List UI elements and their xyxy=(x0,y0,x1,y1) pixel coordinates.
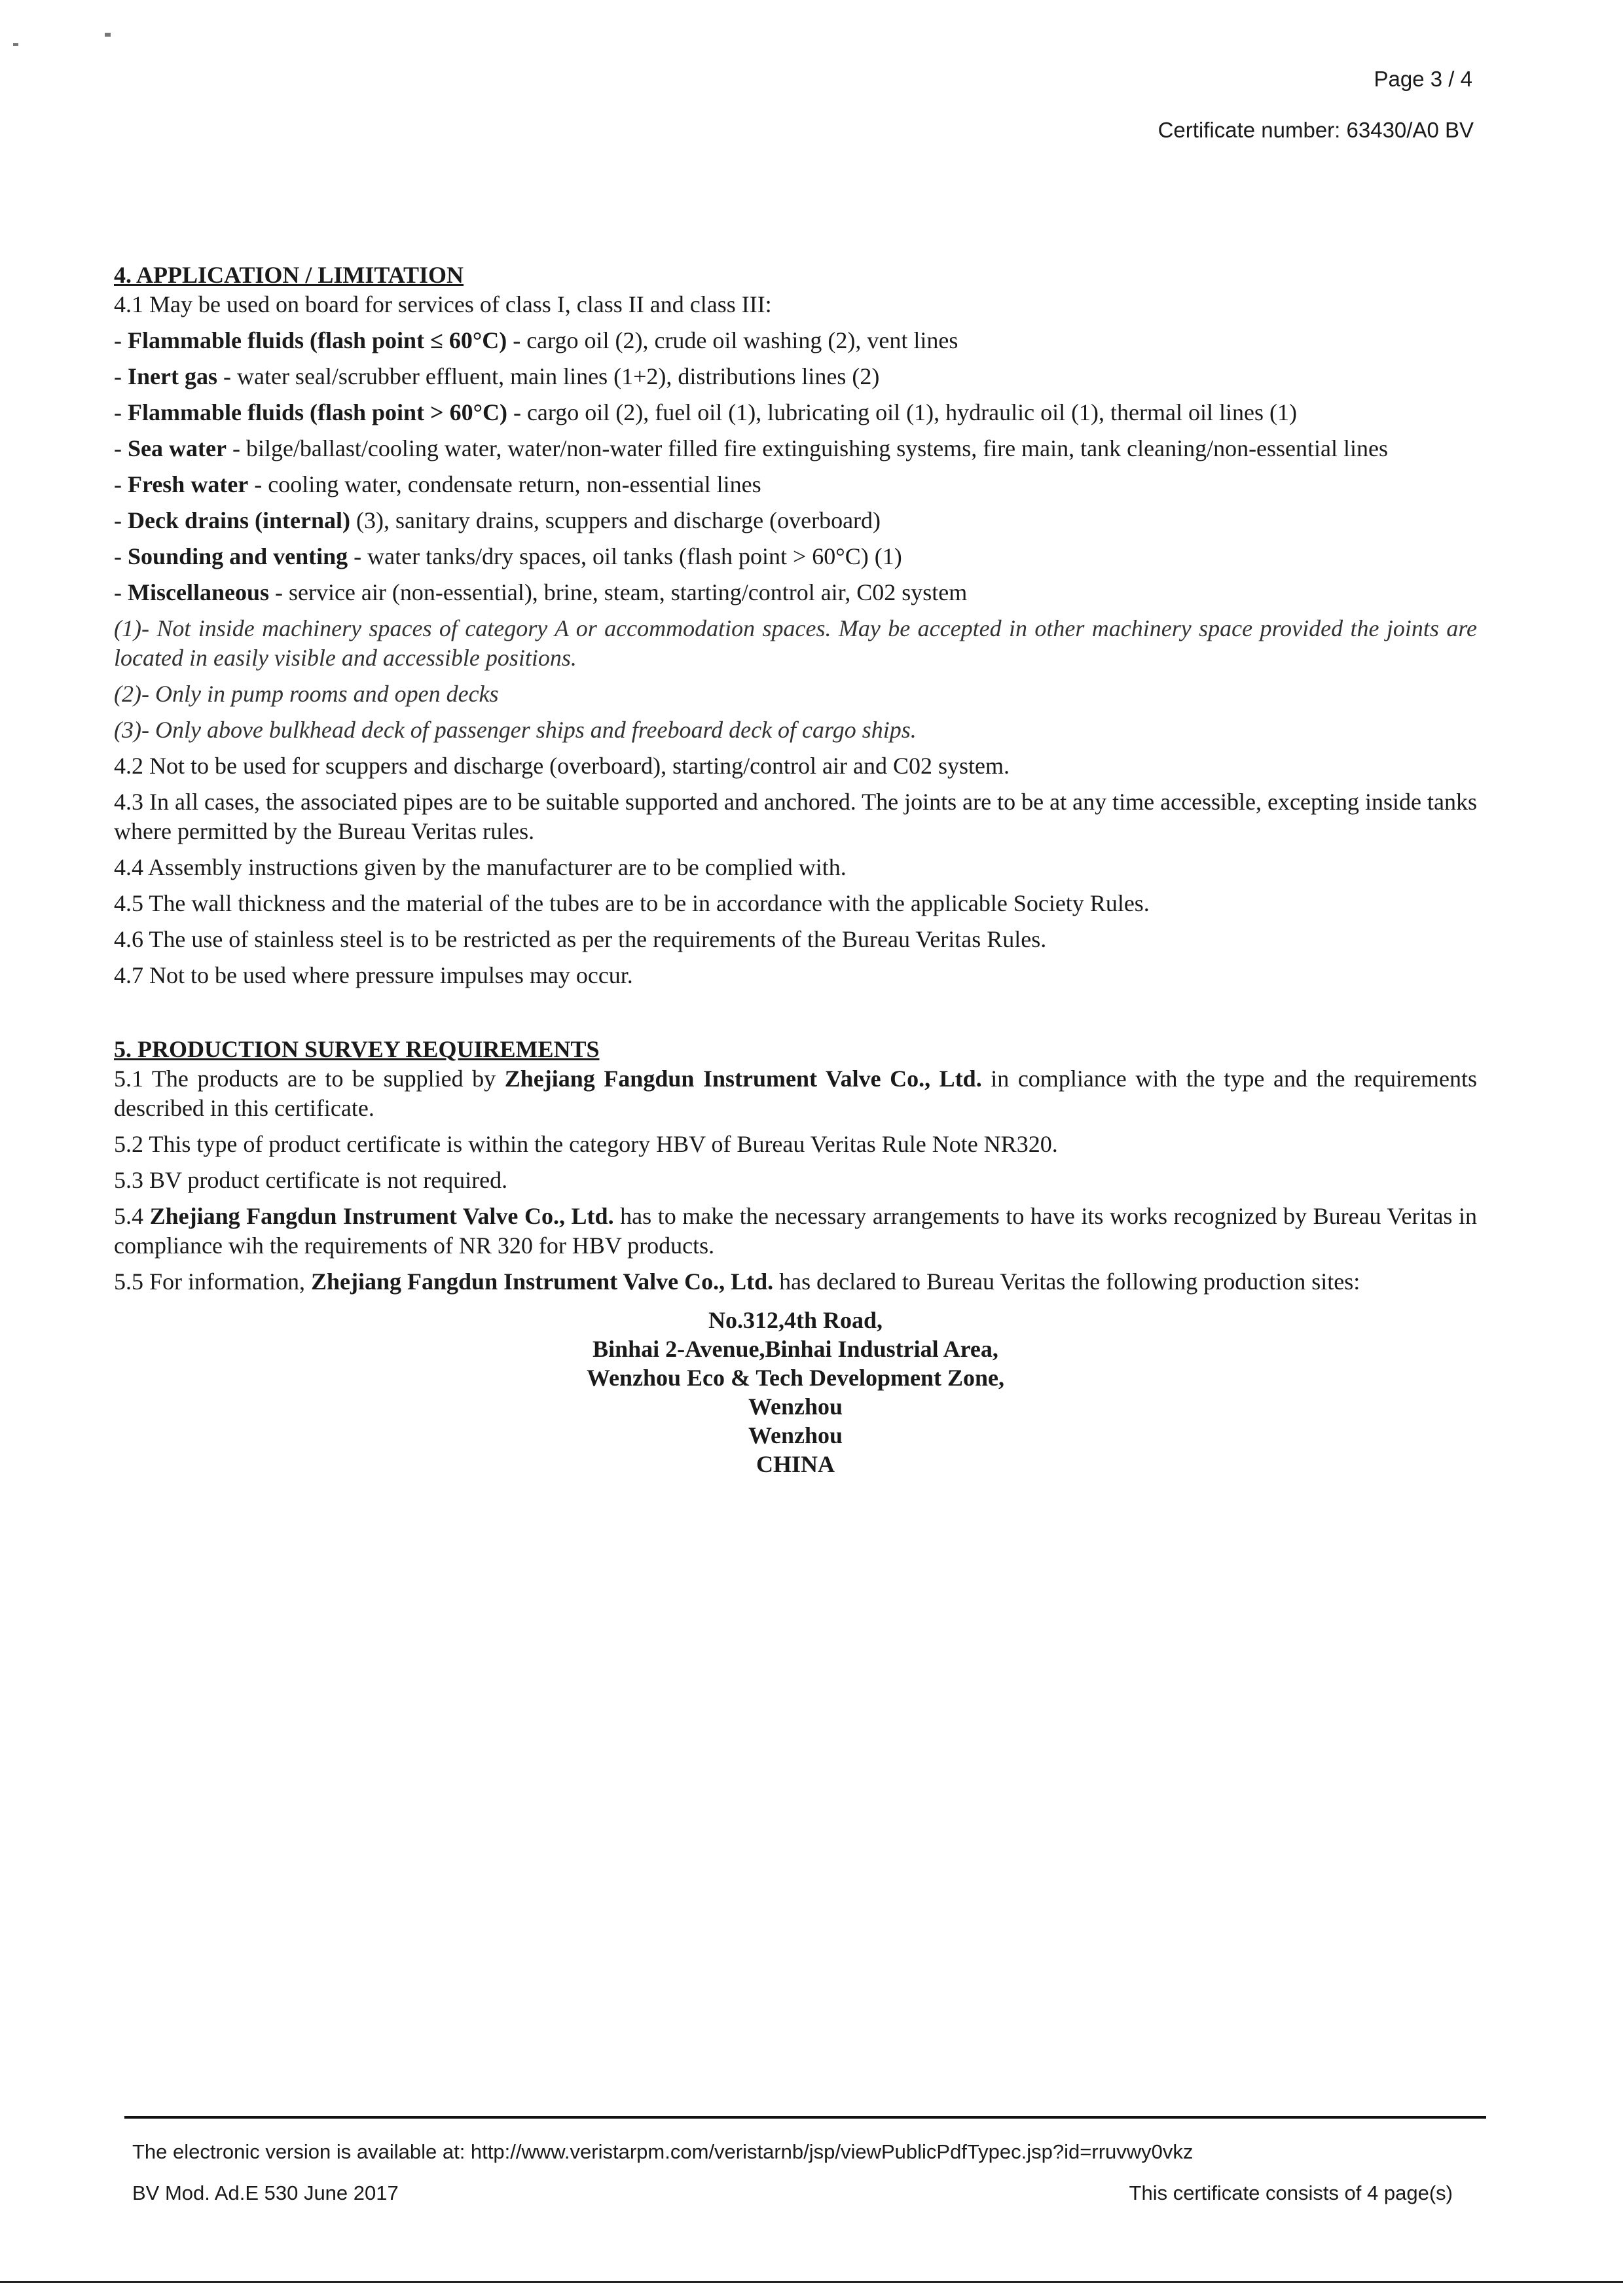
paragraph-4-6: 4.6 The use of stainless steel is to be restricted as per the requirements of the Bureau Veritas Rules. xyxy=(114,926,1047,952)
scan-bottom-edge xyxy=(0,2281,1623,2283)
list-item: - Miscellaneous - service air (non-essential), brine, steam, starting/control air, C02 system xyxy=(114,579,968,605)
electronic-version-link[interactable]: The electronic version is available at: http://www.veristarpm.com/veristarnb/jsp/viewPublicPdfTypec.jsp?id=rruvwy0vkz xyxy=(132,2140,1194,2163)
section-4-heading: 4. APPLICATION / LIMITATION xyxy=(114,262,464,288)
paragraph-5-3: 5.3 BV product certificate is not required. xyxy=(114,1167,508,1193)
paragraph-5-2: 5.2 This type of product certificate is within the category HBV of Bureau Veritas Rule Note NR320. xyxy=(114,1131,1058,1157)
note-1: (1)- Not inside machinery spaces of category A or accommodation spaces. May be accepted in other machinery space provided the joints are located in easily visible and accessible positions. xyxy=(114,615,1477,671)
certificate-body xyxy=(114,260,1477,1479)
address-line: No.312,4th Road, xyxy=(708,1307,883,1333)
scan-speck xyxy=(105,33,111,37)
paragraph-4-5: 4.5 The wall thickness and the material of the tubes are to be in accordance with the applicable Society Rules. xyxy=(114,890,1150,916)
list-item: - Sounding and venting - water tanks/dry spaces, oil tanks (flash point > 60°C) (1) xyxy=(114,543,902,569)
paragraph-4-7: 4.7 Not to be used where pressure impulses may occur. xyxy=(114,962,633,988)
paragraph-5-4: 5.4 Zhejiang Fangdun Instrument Valve Co., Ltd. has to make the necessary arrangements to have its works recognized by Bureau Veritas in compliance wih the requirements of NR 320 for HBV products. xyxy=(114,1203,1478,1259)
address-line: Binhai 2-Avenue,Binhai Industrial Area, xyxy=(593,1336,998,1362)
address-line: Wenzhou Eco & Tech Development Zone, xyxy=(586,1365,1004,1391)
address-line: Wenzhou xyxy=(748,1393,843,1420)
list-item: - Flammable fluids (flash point ≤ 60°C) - cargo oil (2), crude oil washing (2), vent lines xyxy=(114,327,958,353)
certificate-number: Certificate number: 63430/A0 BV xyxy=(1158,118,1474,142)
paragraph-4-4: 4.4 Assembly instructions given by the manufacturer are to be complied with. xyxy=(114,854,847,880)
list-item: - Inert gas - water seal/scrubber effluent, main lines (1+2), distributions lines (2) xyxy=(114,363,880,389)
service-list xyxy=(114,326,1477,607)
page-number: Page 3 / 4 xyxy=(1374,67,1472,91)
form-reference: BV Mod. Ad.E 530 June 2017 xyxy=(132,2181,399,2204)
paragraph-4-1: 4.1 May be used on board for services of class I, class II and class III: xyxy=(114,291,772,317)
list-item: - Fresh water - cooling water, condensate return, non-essential lines xyxy=(114,471,761,497)
list-item: - Flammable fluids (flash point > 60°C) - cargo oil (2), fuel oil (1), lubricating oil (1), hydraulic oil (1), thermal oil lines (1) xyxy=(114,399,1297,425)
section-5-heading: 5. PRODUCTION SURVEY REQUIREMENTS xyxy=(114,1036,600,1062)
address-line: CHINA xyxy=(756,1451,835,1477)
address-line: Wenzhou xyxy=(748,1422,843,1448)
note-3: (3)- Only above bulkhead deck of passenger ships and freeboard deck of cargo ships. xyxy=(114,717,917,743)
note-2: (2)- Only in pump rooms and open decks xyxy=(114,681,499,707)
paragraph-5-1: 5.1 The products are to be supplied by Zhejiang Fangdun Instrument Valve Co., Ltd. in compliance with the type and the requirements described in this certificate. xyxy=(114,1066,1477,1121)
paragraph-5-5: 5.5 For information, Zhejiang Fangdun Instrument Valve Co., Ltd. has declared to Bureau Veritas the following production sites: xyxy=(114,1268,1360,1295)
list-item: - Deck drains (internal) (3), sanitary drains, scuppers and discharge (overboard) xyxy=(114,507,881,533)
scan-speck xyxy=(13,43,18,46)
paragraph-4-3: 4.3 In all cases, the associated pipes are to be suitable supported and anchored. The joints are to be at any time accessible, excepting inside tanks where permitted by the Bureau Veritas rules. xyxy=(114,789,1477,844)
list-item: - Sea water - bilge/ballast/cooling water, water/non-water filled fire extinguishing systems, fire main, tank cleaning/non-essential lines xyxy=(114,435,1389,461)
production-site-address xyxy=(114,1306,1477,1479)
footer-divider xyxy=(124,2116,1486,2119)
paragraph-4-2: 4.2 Not to be used for scuppers and discharge (overboard), starting/control air and C02 system. xyxy=(114,753,1010,779)
page-count: This certificate consists of 4 page(s) xyxy=(1129,2181,1453,2204)
